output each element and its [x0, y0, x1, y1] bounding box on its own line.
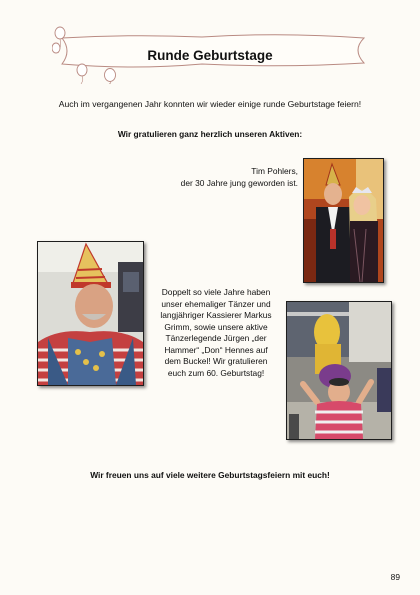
caption-line: Hammer“ „Don“ Hennes auf	[164, 344, 268, 355]
caption-line: Tänzerlegende Jürgen „der	[165, 333, 267, 343]
caption-line: Grimm, sowie unsere aktive	[164, 321, 268, 332]
page-number: 89	[390, 572, 400, 582]
title-banner	[52, 26, 368, 84]
caption-line: euch zum 60. Geburtstag!	[167, 367, 265, 378]
closing-text: Wir freuen uns auf viele weitere Geburtstagsfeiern mit euch!	[90, 470, 330, 480]
caption-line: der 30 Jahre jung geworden ist.	[180, 177, 298, 188]
photo-juergen-hennes	[286, 301, 392, 440]
photo-tim-pohlers	[303, 158, 384, 283]
page-title: Runde Geburtstage	[147, 48, 273, 63]
caption-line: langjähriger Kassierer Markus	[160, 310, 272, 320]
photo-markus-grimm	[37, 241, 144, 386]
caption-tim-pohlers	[150, 166, 298, 189]
caption-line: dem Buckel! Wir gratulieren	[164, 356, 268, 366]
caption-line: unser ehemaliger Tänzer und	[161, 298, 271, 309]
caption-sixtieth-birthday	[145, 287, 287, 379]
caption-line: Doppelt so viele Jahre haben	[161, 287, 271, 297]
intro-text: Auch im vergangenen Jahr konnten wir wieder einige runde Geburtstage feiern!	[58, 99, 362, 109]
caption-line: Tim Pohlers,	[251, 166, 298, 176]
section-subheading: Wir gratulieren ganz herzlich unseren Aktiven:	[117, 129, 303, 139]
